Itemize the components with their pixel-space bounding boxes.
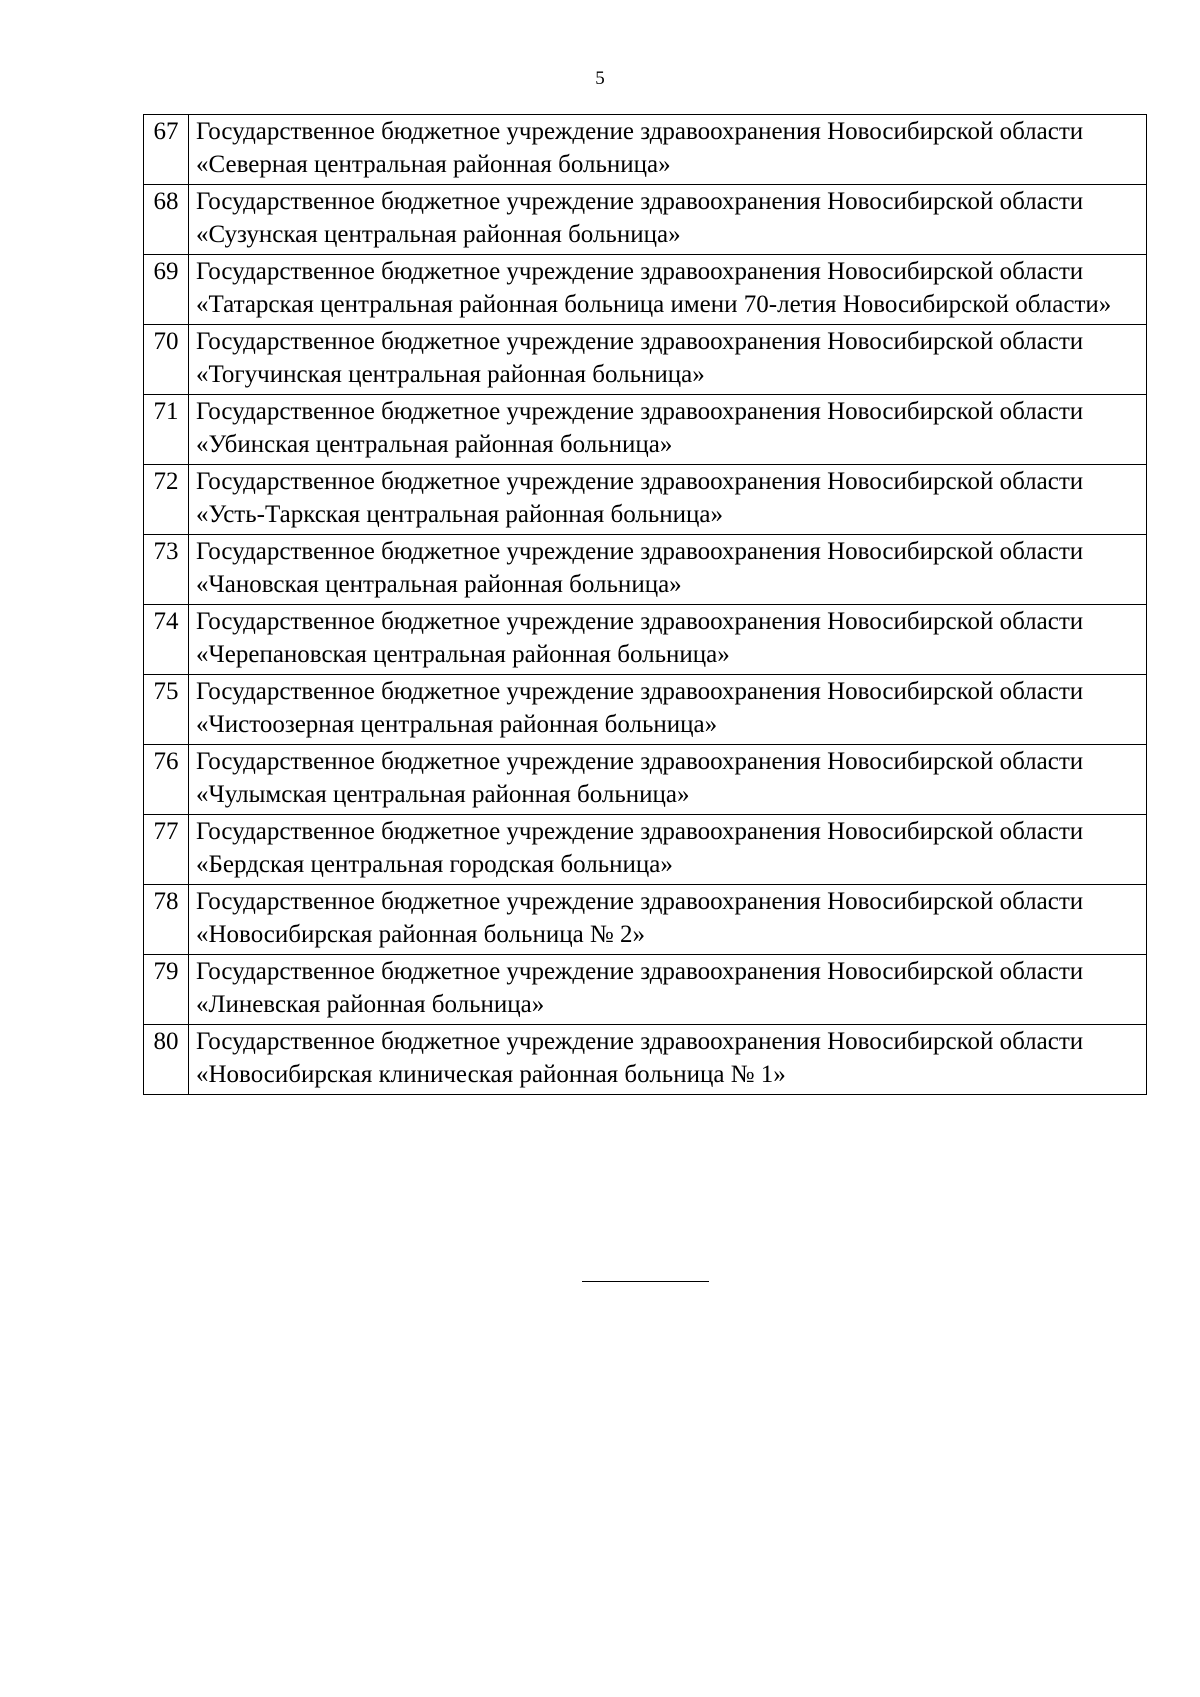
row-number: 78: [144, 885, 189, 955]
institution-name: Государственное бюджетное учреждение здравоохранения Новосибирской области «Бердская центральная городская больница»: [189, 815, 1147, 885]
institution-name: Государственное бюджетное учреждение здравоохранения Новосибирской области «Убинская центральная районная больница»: [189, 395, 1147, 465]
institution-name: Государственное бюджетное учреждение здравоохранения Новосибирской области «Сузунская центральная районная больница»: [189, 185, 1147, 255]
row-number: 80: [144, 1025, 189, 1095]
row-number: 71: [144, 395, 189, 465]
table-row: [144, 115, 1147, 185]
institution-name: Государственное бюджетное учреждение здравоохранения Новосибирской области «Новосибирская клиническая районная больница № 1»: [189, 1025, 1147, 1095]
table-row: [144, 255, 1147, 325]
table-row: [144, 955, 1147, 1025]
table-row: [144, 465, 1147, 535]
table-row: [144, 675, 1147, 745]
table-row: [144, 885, 1147, 955]
row-number: 69: [144, 255, 189, 325]
table-row: [144, 185, 1147, 255]
table-row: [144, 605, 1147, 675]
institution-name: Государственное бюджетное учреждение здравоохранения Новосибирской области «Черепановская центральная районная больница»: [189, 605, 1147, 675]
institution-name: Государственное бюджетное учреждение здравоохранения Новосибирской области «Северная центральная районная больница»: [189, 115, 1147, 185]
row-number: 76: [144, 745, 189, 815]
institution-name: Государственное бюджетное учреждение здравоохранения Новосибирской области «Усть-Таркская центральная районная больница»: [189, 465, 1147, 535]
institution-name: Государственное бюджетное учреждение здравоохранения Новосибирской области «Чулымская центральная районная больница»: [189, 745, 1147, 815]
institution-name: Государственное бюджетное учреждение здравоохранения Новосибирской области «Чановская центральная районная больница»: [189, 535, 1147, 605]
row-number: 75: [144, 675, 189, 745]
row-number: 79: [144, 955, 189, 1025]
row-number: 73: [144, 535, 189, 605]
table-row: [144, 745, 1147, 815]
table-row: [144, 395, 1147, 465]
institution-name: Государственное бюджетное учреждение здравоохранения Новосибирской области «Новосибирская районная больница № 2»: [189, 885, 1147, 955]
table-row: [144, 535, 1147, 605]
table-row: [144, 325, 1147, 395]
institution-name: Государственное бюджетное учреждение здравоохранения Новосибирской области «Тогучинская центральная районная больница»: [189, 325, 1147, 395]
institution-name: Государственное бюджетное учреждение здравоохранения Новосибирской области «Татарская центральная районная больница имени 70-летия Новосибирской области»: [189, 255, 1147, 325]
table-row: [144, 815, 1147, 885]
page-number: 5: [595, 68, 605, 89]
row-number: 70: [144, 325, 189, 395]
table-row: [144, 1025, 1147, 1095]
institutions-table: [143, 114, 1147, 1095]
row-number: 68: [144, 185, 189, 255]
row-number: 77: [144, 815, 189, 885]
institution-name: Государственное бюджетное учреждение здравоохранения Новосибирской области «Линевская районная больница»: [189, 955, 1147, 1025]
row-number: 74: [144, 605, 189, 675]
row-number: 67: [144, 115, 189, 185]
institutions-table-body: [144, 115, 1147, 1095]
end-of-document-line: [582, 1281, 709, 1282]
institution-name: Государственное бюджетное учреждение здравоохранения Новосибирской области «Чистоозерная центральная районная больница»: [189, 675, 1147, 745]
row-number: 72: [144, 465, 189, 535]
